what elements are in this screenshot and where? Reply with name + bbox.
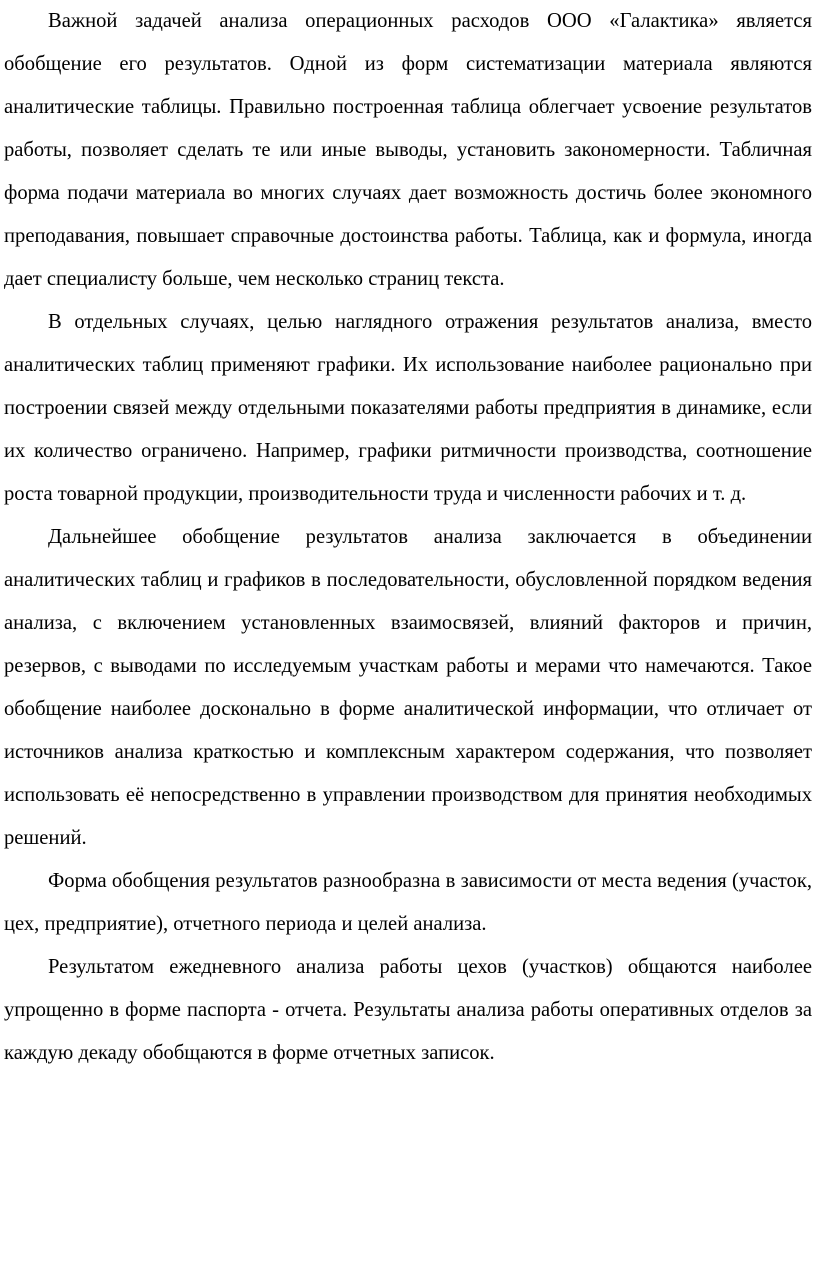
paragraph-1: Важной задачей анализа операционных расходов ООО «Галактика» является обобщение его результатов. Одной из форм систематизации материала являются аналитические таблицы. Правильно построенная таблица облегчает усвоение результатов работы, позволяет сделать те или иные выводы, установить закономерности. Табличная форма подачи материала во многих случаях дает возможность достичь более экономного преподавания, повышает справочные достоинства работы. Таблица, как и формула, иногда дает специалисту больше, чем несколько страниц текста.: [4, 10, 812, 290]
paragraph-4: Форма обобщения результатов разнообразна в зависимости от места ведения (участок, цех, предприятие), отчетного периода и целей анализа.: [4, 870, 812, 935]
paragraph-3: Дальнейшее обобщение результатов анализа заключается в объединении аналитических таблиц и графиков в последовательности, обусловленной порядком ведения анализа, с включением установленных взаимосвязей, влияний факторов и причин, резервов, с выводами по исследуемым участкам работы и мерами что намечаются. Такое обобщение наиболее досконально в форме аналитической информации, что отличает от источников анализа краткостью и комплексным характером содержания, что позволяет использовать её непосредственно в управлении производством для принятия необходимых решений.: [4, 526, 812, 849]
paragraph-5: Результатом ежедневного анализа работы цехов (участков) общаются наиболее упрощенно в форме паспорта - отчета. Результаты анализа работы оперативных отделов за каждую декаду обобщаются в форме отчетных записок.: [4, 956, 812, 1064]
paragraph-2: В отдельных случаях, целью наглядного отражения результатов анализа, вместо аналитических таблиц применяют графики. Их использование наиболее рационально при построении связей между отдельными показателями работы предприятия в динамике, если их количество ограничено. Например, графики ритмичности производства, соотношение роста товарной продукции, производительности труда и численности рабочих и т. д.: [4, 311, 812, 505]
